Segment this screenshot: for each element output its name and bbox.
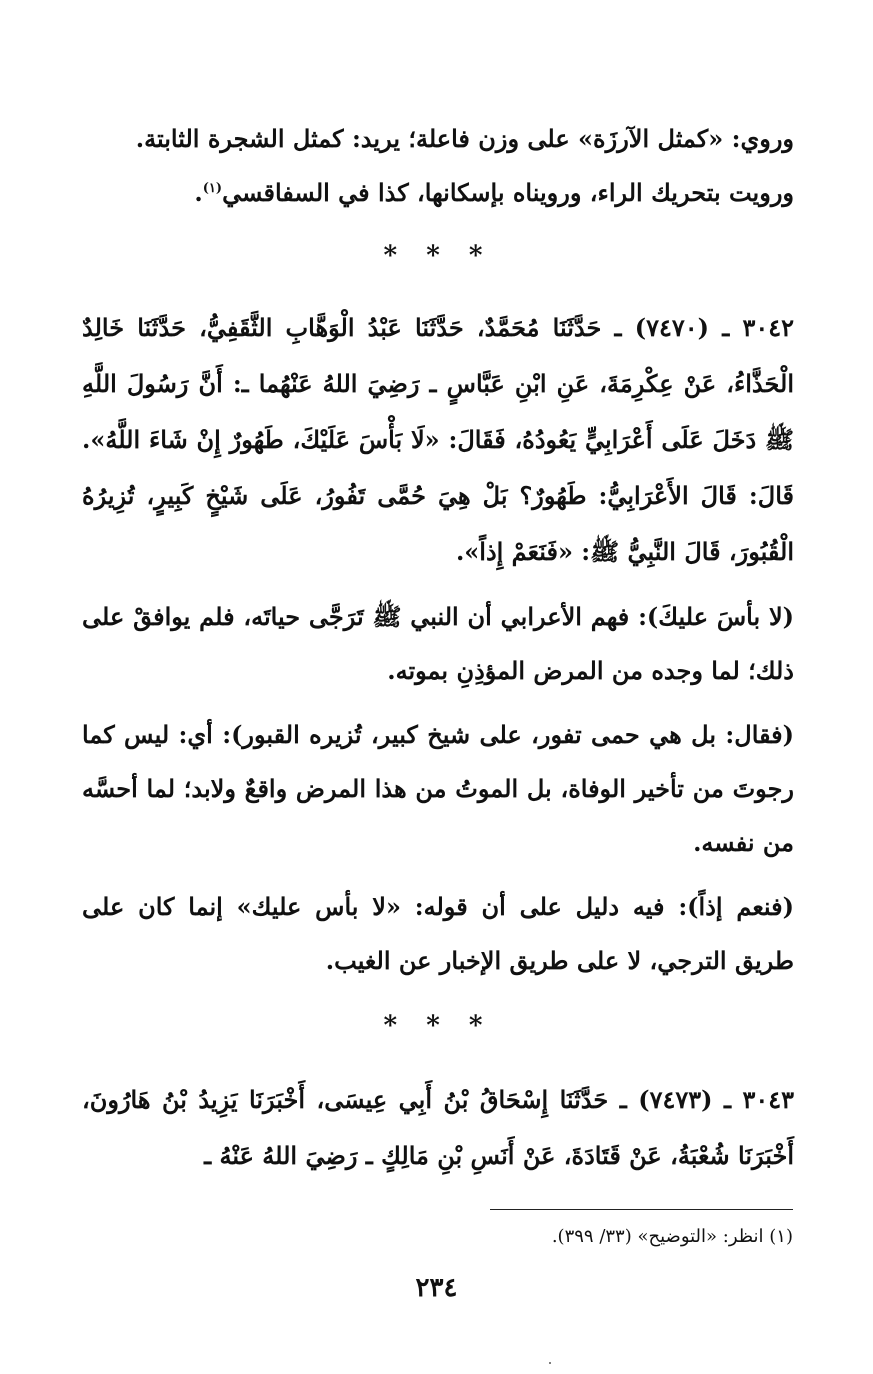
hadith-3042: ٣٠٤٢ ـ (٧٤٧٠) ـ حَدَّثَنَا مُحَمَّدٌ، حَدَّثَنَا عَبْدُ الْوَهَّابِ الثَّقَفِيُّ، حَدَّثَنَا خَالِدٌ الْحَذَّاءُ، عَنْ عِكْرِمَةَ، عَنِ ابْنِ عَبَّاسٍ ـ رَضِيَ اللهُ عَنْهُما ـ: أَنَّ رَسُولَ اللَّهِ ﷺ دَخَلَ عَلَى أَعْرَابِيٍّ يَعُودُهُ، فَقَالَ: «لَا بَأْسَ عَلَيْكَ، طَهُورٌ إِنْ شَاءَ اللَّهُ». قَالَ: قَالَ الأَعْرَابِيُّ: طَهُورٌ؟ بَلْ هِيَ حُمَّى تَفُورُ، عَلَى شَيْخٍ كَبِيرٍ، تُزِيرُهُ الْقُبُورَ، قَالَ النَّبِيُّ ﷺ: «فَنَعَمْ إِذاً». [82, 313, 794, 566]
footnote-reference[interactable]: (١) [202, 181, 223, 196]
page-body [82, 112, 794, 1184]
intro-line-1: وروي: «كمثل الآرزَة» على وزن فاعلة؛ يريد: كمثل الشجرة الثابتة. [135, 124, 794, 153]
page-number: ٢٣٤ [415, 1273, 458, 1303]
scan-speck [549, 1362, 551, 1364]
commentary-faqal: (فقال: بل هي حمى تفور، على شيخ كبير، تُزيره القبور): أي: ليس كما رجوتَ من تأخير الوفاة، بل الموتُ من هذا المرض واقعٌ ولابد؛ لما أحسَّه من نفسه. [82, 720, 794, 857]
commentary-la-bas: (لا بأسَ عليكَ): فهم الأعرابي أن النبي ﷺ تَرَجَّى حياتَه، فلم يوافقْ على ذلك؛ لما وجده من المرض المؤذِنِ بموته. [82, 602, 794, 685]
intro-line-2: ورويت بتحريك الراء، ورويناه بإسكانها، كذا في السفاقسي [222, 178, 794, 207]
footnote-divider [490, 1209, 793, 1210]
section-separator: * * * [383, 241, 493, 271]
footnote: (١) انظر: «التوضيح» (٣٣/ ٣٩٩). [551, 1226, 793, 1247]
intro-paragraph [82, 112, 794, 220]
section-separator-2: * * * [383, 1011, 493, 1041]
intro-line-end: . [194, 178, 203, 207]
hadith-3043: ٣٠٤٣ ـ (٧٤٧٣) ـ حَدَّثَنَا إِسْحَاقُ بْنُ أَبِي عِيسَى، أَخْبَرَنَا يَزِيدُ بْنُ هَارُونَ، أَخْبَرَنَا شُعْبَةُ، عَنْ قَتَادَةَ، عَنْ أَنَسِ بْنِ مَالِكٍ ـ رَضِيَ اللهُ عَنْهُ ـ [82, 1085, 794, 1170]
commentary-fanaam: (فنعم إذاً): فيه دليل على أن قوله: «لا بأس عليك» إنما كان على طريق الترجي، لا على طريق الإخبار عن الغيب. [82, 892, 794, 975]
